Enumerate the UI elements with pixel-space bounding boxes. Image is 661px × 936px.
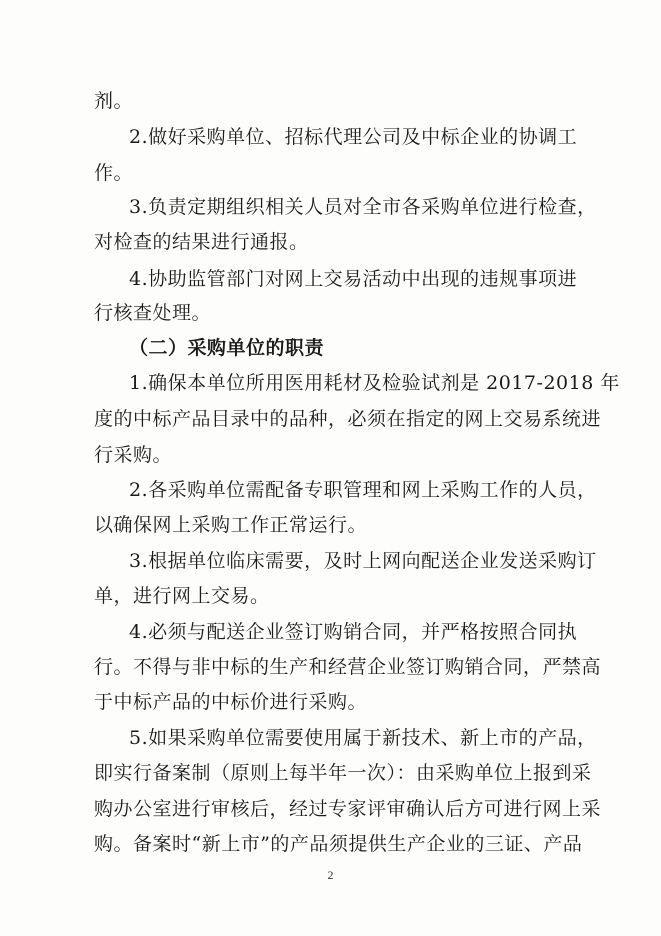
- text-line: 于中标产品的中标价进行采购。: [94, 691, 368, 713]
- text-line: 4.必须与配送企业签订购销合同，并严格按照合同执: [129, 621, 578, 643]
- text-line: 3.根据单位临床需要，及时上网向配送企业发送采购订: [129, 550, 597, 572]
- text-line: 行采购。: [94, 444, 173, 466]
- text-line: 剂。: [94, 90, 134, 112]
- text-line: 以确保网上采购工作正常运行。: [94, 514, 368, 536]
- text-line: 度的中标产品目录中的品种，必须在指定的网上交易系统进: [94, 408, 602, 430]
- text-line: 购办公室进行审核后，经过专家评审确认后方可进行网上采: [94, 798, 602, 820]
- text-line: 5.如果采购单位需要使用属于新技术、新上市的产品，: [129, 727, 597, 749]
- text-line: 4.协助监管部门对网上交易活动中出现的违规事项进: [129, 268, 578, 290]
- text-line: 行。不得与非中标的生产和经营企业签订购销合同，严禁高: [94, 656, 602, 678]
- text-line: 即实行备案制（原则上每半年一次）：由采购单位上报到采: [94, 762, 592, 784]
- text-line: 2.各采购单位需配备专职管理和网上采购工作的人员，: [129, 479, 597, 501]
- text-line: 行核查处理。: [94, 302, 212, 324]
- text-line: 2.做好采购单位、招标代理公司及中标企业的协调工: [129, 126, 578, 148]
- text-line: 对检查的结果进行通报。: [94, 231, 309, 253]
- text-line: 3.负责定期组织相关人员对全市各采购单位进行检查，: [129, 196, 597, 218]
- text-line: 作。: [94, 162, 134, 184]
- page-number: 2: [327, 868, 334, 882]
- text-line: 1.确保本单位所用医用耗材及检验试剂是 2017-2018 年: [129, 372, 620, 394]
- text-line: 购。备案时“新上市”的产品须提供生产企业的三证、产品: [94, 833, 583, 855]
- text-line: 单，进行网上交易。: [94, 585, 270, 607]
- section-heading: （二）采购单位的职责: [129, 337, 325, 359]
